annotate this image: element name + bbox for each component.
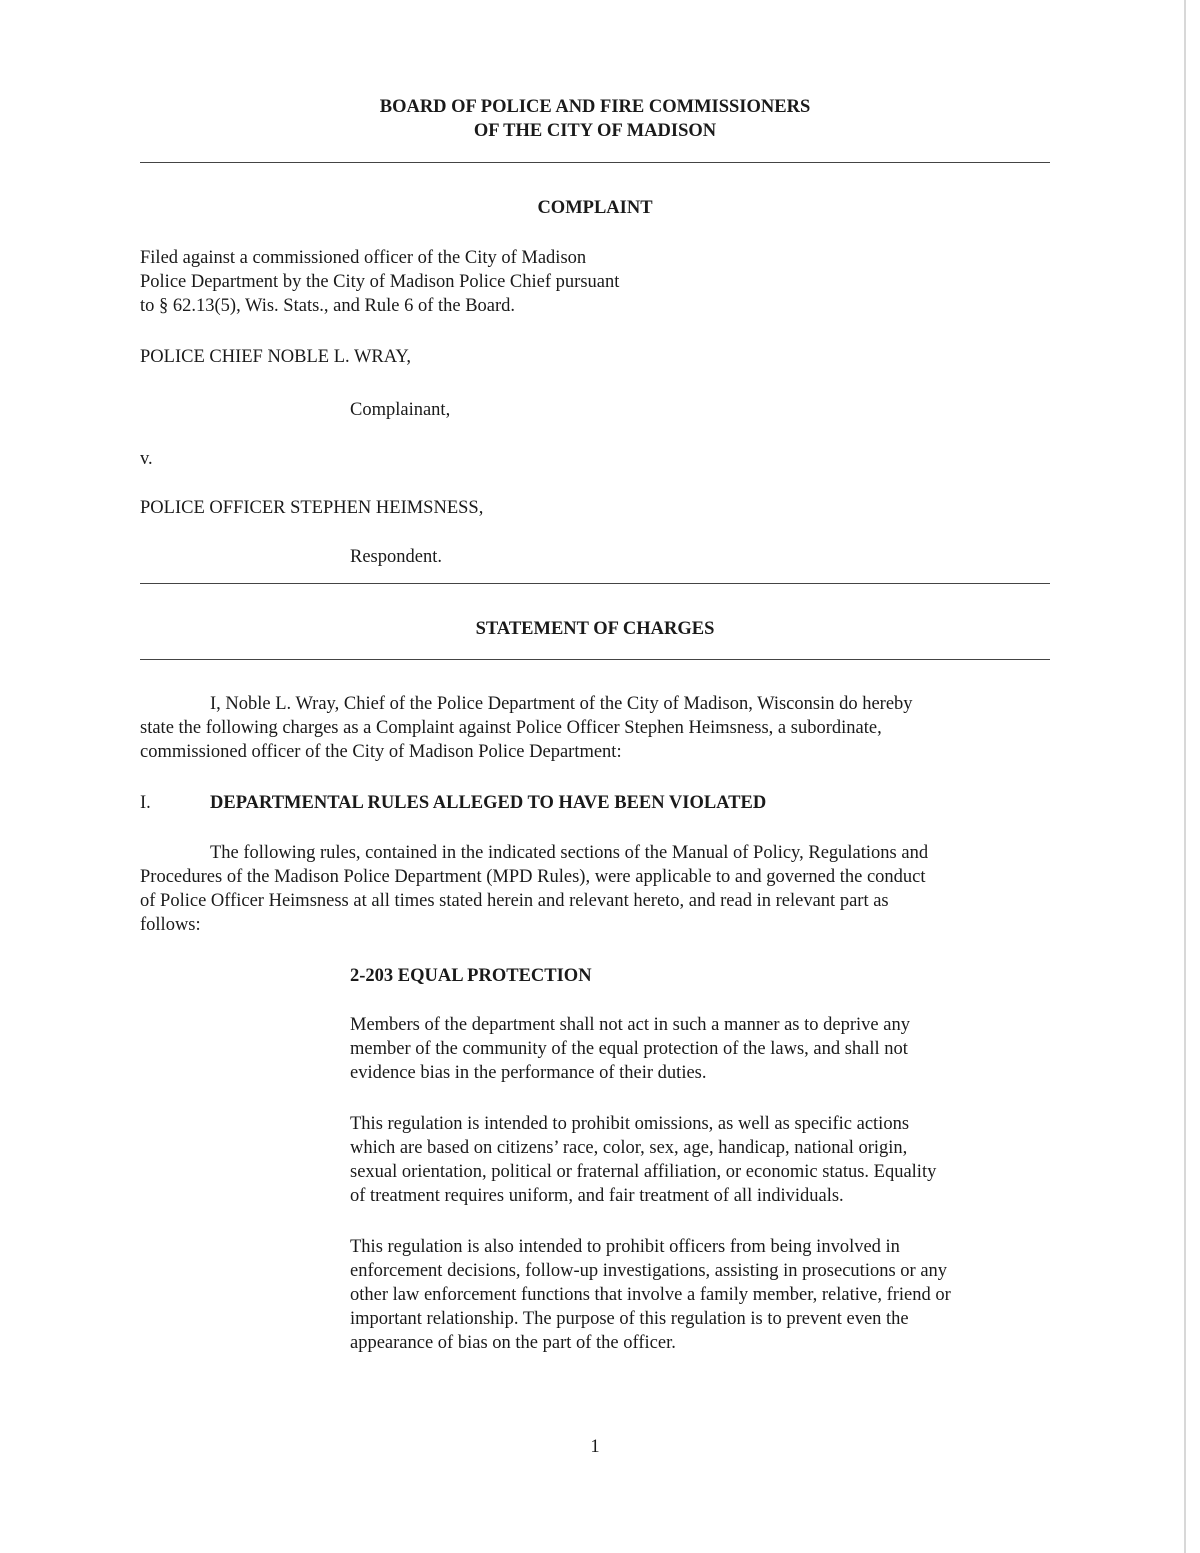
rule-p3-line-5: appearance of bias on the part of the officer. bbox=[350, 1333, 676, 1353]
rule-p2-line-4: of treatment requires uniform, and fair treatment of all individuals. bbox=[350, 1186, 844, 1206]
complainant-role: Complainant, bbox=[350, 400, 451, 420]
intro-paragraph bbox=[140, 692, 1050, 764]
rules-intro-paragraph bbox=[140, 841, 1050, 937]
header-rule bbox=[140, 162, 1050, 163]
rule-2-203-paragraph-1 bbox=[350, 1013, 1050, 1085]
rule-p1-line-3: evidence bias in the performance of their duties. bbox=[350, 1063, 707, 1083]
rule-2-203-title: 2-203 EQUAL PROTECTION bbox=[350, 966, 592, 986]
statement-title: STATEMENT OF CHARGES bbox=[475, 619, 715, 639]
section-1-title: DEPARTMENTAL RULES ALLEGED TO HAVE BEEN VIOLATED bbox=[210, 793, 767, 813]
intro-line-3: commissioned officer of the City of Madison Police Department: bbox=[140, 742, 622, 762]
rules-intro-line-2: Procedures of the Madison Police Department (MPD Rules), were applicable to and governed the conduct bbox=[140, 867, 926, 887]
rule-p2-line-2: which are based on citizens’ race, color, sex, age, handicap, national origin, bbox=[350, 1138, 908, 1158]
respondent-name: POLICE OFFICER STEPHEN HEIMSNESS, bbox=[140, 498, 484, 518]
scan-edge-shadow bbox=[1184, 0, 1186, 1553]
rules-intro-line-1: The following rules, contained in the indicated sections of the Manual of Policy, Regulations and bbox=[210, 843, 929, 863]
rule-p1-line-2: member of the community of the equal protection of the laws, and shall not bbox=[350, 1039, 908, 1059]
rule-p3-line-1: This regulation is also intended to prohibit officers from being involved in bbox=[350, 1237, 900, 1257]
rules-intro-line-4: follows: bbox=[140, 915, 201, 935]
rule-p2-line-3: sexual orientation, political or fraternal affiliation, or economic status. Equality bbox=[350, 1162, 937, 1182]
filed-line-2: Police Department by the City of Madison Police Chief pursuant bbox=[140, 272, 620, 292]
complainant-name: POLICE CHIEF NOBLE L. WRAY, bbox=[140, 347, 412, 367]
complaint-title: COMPLAINT bbox=[537, 198, 653, 218]
filed-against-text bbox=[140, 246, 740, 318]
intro-line-2: state the following charges as a Complaint against Police Officer Stephen Heimsness, a subordinate, bbox=[140, 718, 882, 738]
page-number: 1 bbox=[590, 1437, 600, 1457]
rules-intro-line-3: of Police Officer Heimsness at all times stated herein and relevant hereto, and read in relevant part as bbox=[140, 891, 889, 911]
rule-p3-line-4: important relationship. The purpose of this regulation is to prevent even the bbox=[350, 1309, 909, 1329]
rule-p3-line-2: enforcement decisions, follow-up investigations, assisting in prosecutions or any bbox=[350, 1261, 948, 1281]
rule-p1-line-1: Members of the department shall not act in such a manner as to deprive any bbox=[350, 1015, 910, 1035]
board-header bbox=[140, 95, 1050, 143]
rule-2-203-paragraph-3 bbox=[350, 1235, 1050, 1355]
respondent-role: Respondent. bbox=[350, 547, 442, 567]
intro-line-1: I, Noble L. Wray, Chief of the Police Department of the City of Madison, Wisconsin do hereby bbox=[210, 694, 913, 714]
section-1-number: I. bbox=[140, 793, 151, 813]
rule-p2-line-1: This regulation is intended to prohibit omissions, as well as specific actions bbox=[350, 1114, 910, 1134]
board-header-line-2: OF THE CITY OF MADISON bbox=[473, 121, 717, 141]
caption-rule bbox=[140, 583, 1050, 584]
filed-line-3: to § 62.13(5), Wis. Stats., and Rule 6 of the Board. bbox=[140, 296, 516, 316]
filed-line-1: Filed against a commissioned officer of the City of Madison bbox=[140, 248, 587, 268]
rule-2-203-paragraph-2 bbox=[350, 1112, 1050, 1208]
board-header-line-1: BOARD OF POLICE AND FIRE COMMISSIONERS bbox=[379, 97, 811, 117]
rule-p3-line-3: other law enforcement functions that involve a family member, relative, friend or bbox=[350, 1285, 951, 1305]
versus: v. bbox=[140, 449, 153, 469]
statement-rule bbox=[140, 659, 1050, 660]
